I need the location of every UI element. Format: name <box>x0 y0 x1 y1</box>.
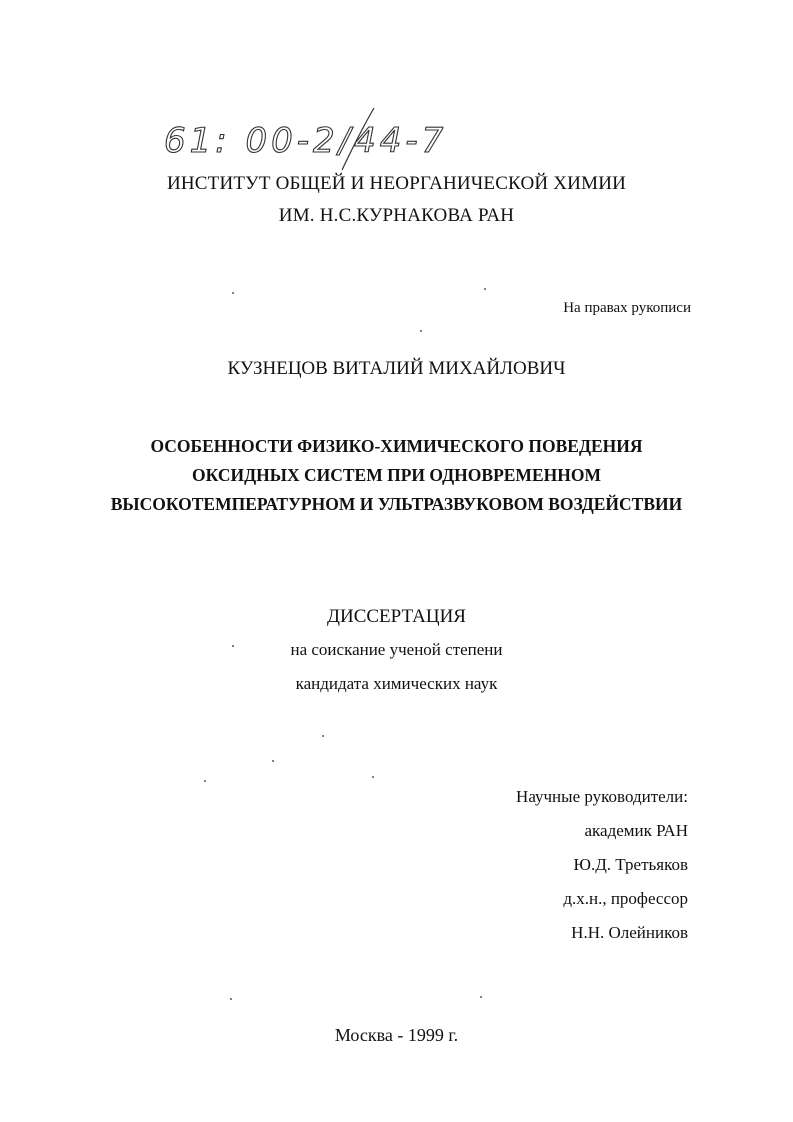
title-line-2: ОКСИДНЫХ СИСТЕМ ПРИ ОДНОВРЕМЕННОМ <box>192 465 601 485</box>
author-name: КУЗНЕЦОВ ВИТАЛИЙ МИХАЙЛОВИЧ <box>227 358 566 379</box>
scan-speck <box>484 288 486 290</box>
dissertation-line-2: кандидата химических наук <box>295 674 498 693</box>
handwritten-archive-stamp-text: 61: 00-2/44-7 <box>164 121 448 161</box>
handwritten-archive-stamp-drawing <box>160 102 480 182</box>
supervisor-line: д.х.н., профессор <box>563 889 688 908</box>
supervisor-line: Н.Н. Олейников <box>571 923 688 942</box>
scan-speck <box>230 998 232 1000</box>
scan-speck <box>204 780 206 782</box>
title-line-1: ОСОБЕННОСТИ ФИЗИКО-ХИМИЧЕСКОГО ПОВЕДЕНИЯ <box>150 436 643 456</box>
scan-speck <box>322 735 324 737</box>
institute-line-2: ИМ. Н.С.КУРНАКОВА РАН <box>278 205 515 226</box>
dissertation-heading: ДИССЕРТАЦИЯ <box>327 606 466 627</box>
institute-line-1: ИНСТИТУТ ОБЩЕЙ И НЕОРГАНИЧЕСКОЙ ХИМИИ <box>166 173 627 194</box>
scan-speck <box>232 645 234 647</box>
supervisor-line: академик РАН <box>584 821 688 840</box>
supervisors-heading: Научные руководители: <box>516 787 688 806</box>
scan-speck <box>480 996 482 998</box>
supervisors-block <box>516 780 688 950</box>
scan-speck <box>272 760 274 762</box>
place-and-year: Москва - 1999 г. <box>334 1025 459 1045</box>
scan-speck <box>420 330 422 332</box>
scan-speck <box>232 292 234 294</box>
scan-speck <box>372 776 374 778</box>
supervisor-line: Ю.Д. Третьяков <box>573 855 688 874</box>
dissertation-line-1: на соискание ученой степени <box>290 640 503 659</box>
handwritten-archive-stamp <box>160 102 480 182</box>
manuscript-note: На правах рукописи <box>563 300 691 316</box>
title-line-3: ВЫСОКОТЕМПЕРАТУРНОМ И УЛЬТРАЗВУКОВОМ ВОЗДЕЙСТВИИ <box>110 494 683 514</box>
